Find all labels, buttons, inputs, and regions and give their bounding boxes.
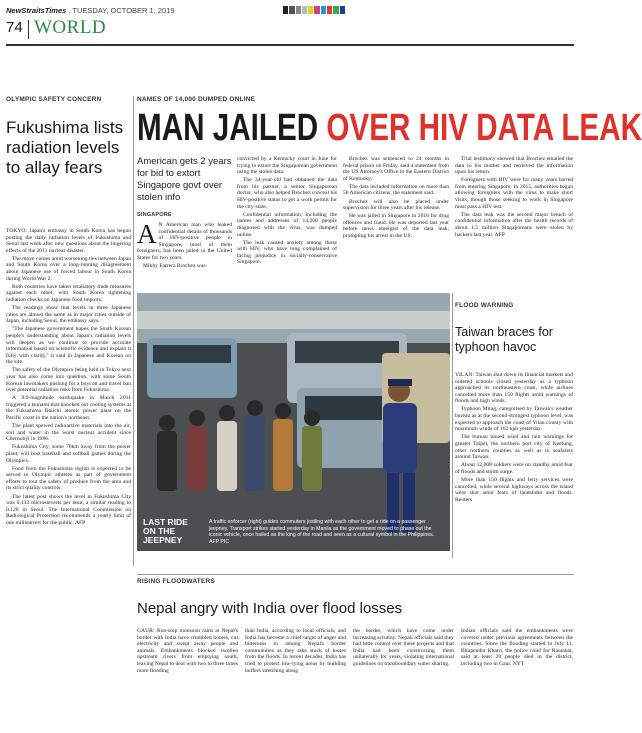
left-body-paragraph: The move comes amid worsening ties between Japan and South Korea over a long-running disagreement about Japanese use of forced labour in South Korea during World War 2. — [6, 255, 131, 282]
right-headline: Taiwan braces for typhoon havoc — [455, 325, 553, 354]
main-headline-red: OVER HIV DATA LEAK — [326, 107, 642, 149]
right-body-paragraph: More than 150 flights and ferry services were cancelled, while several highways across the island were shut amid fears of landslides and floods. Reuters — [455, 476, 573, 503]
masthead-date: . TUESDAY, OCTOBER 1, 2019 — [66, 6, 175, 15]
main-col3-p4: He was jailed in Singapore in 2016 for drug offences and fraud. He was deported last year before news emerged of the data leak, prompting his arrest in the US. — [343, 213, 449, 240]
left-body — [6, 228, 131, 728]
column-divider — [133, 96, 134, 566]
right-divider — [452, 293, 453, 558]
bottom-col2: than India, according to local officials, and India has become a chief target of anger and bitterness in among Nepal's border communities as they take stock of losses from the floods. In recent decades, India has tried to protect low-lying areas by building buffers stretching along — [245, 628, 346, 674]
main-col2-p4: The leak caused anxiety among those with HIV, who have long complained of facing prejudice in socially-conservative Singapore. — [237, 239, 337, 266]
left-body-paragraph: Food from the Fukushima region is expected to be served to Olympic athletes as part of government efforts to tout the safety of produce from the area and its strict quality controls. — [6, 465, 131, 492]
photo-label: LAST RIDE ON THE JEEPNEY — [143, 517, 188, 545]
right-body-paragraph: About 12,000 soldiers were on standby amid fear of floods and storm surge. — [455, 462, 573, 475]
main-col3-p1: Brochez was sentenced to 24 months in federal prison on Friday, said a statement from the US Attorney's Office in the Eastern District of Kentucky. — [343, 156, 449, 182]
main-col4-p1: Trial testimony showed that Brochez emailed the data to his mother and retrieved the information upon his return. — [455, 156, 573, 176]
left-body-paragraph: The safety of the Olympics being held in Tokyo next year has also come into question, with some South Korean lawmakers pushing for a boycott and travel ban over potential radiation risks from Fukushima. — [6, 367, 131, 394]
left-body-paragraph: A 9.0-magnitude earthquake in March 2011 triggered a tsunami that knocked out cooling systems at the Fukushima Daiichi atomic power plant on the Pacific coast in the nation's northeast. — [6, 395, 131, 422]
section-name: WORLD — [34, 17, 107, 38]
right-body-paragraph: YILAN: Taiwan shut down its financial markets and ordered schools closed yesterday as a typhoon approached its northeastern coast, while airlines cancelled more than 150 flights amid warnings of floods and high winds. — [455, 372, 573, 405]
bottom-headline: Nepal angry with India over flood losses — [137, 600, 403, 617]
main-col2-p1: convicted by a Kentucky court in June for trying to extort the Singaporean government using the stolen data. — [237, 156, 337, 176]
masthead-color-bar — [283, 6, 345, 14]
left-body-paragraph: The latest post shows the level in Fukushima City was 0.133 microsieverts per hour, a similar reading to 0.120 in Seoul. The International Commission on Radiological Protection recommends a yearly limit of one millisievert for the public. AFP — [6, 493, 131, 526]
left-body-paragraph: The readings show that levels in three Japanese cities are almost the same as in major cities outside of Japan, including Seoul, the embassy says. — [6, 305, 131, 325]
left-body-paragraph: TOKYO: Japan's embassy in South Korea has begun posting the daily radiation levels of Fukushima and Seoul last week after new questions about the lingering effects of the 2011 nuclear disaster. — [6, 228, 131, 254]
main-dropcap: A — [137, 219, 157, 249]
main-headline-black: MAN JAILED — [137, 107, 327, 149]
masthead-paper: NewStraitsTimes — [6, 6, 67, 15]
page-divider — [28, 20, 29, 39]
main-col3-p2: The data included information on more than 50 American citizens, the statement said. — [343, 183, 449, 197]
right-body-paragraph: Typhoon Mitag, categorised by Taiwan's weather bureau as at the second-strongest typhoon level, was expected to approach the coast of Yilan county with maximum winds of 162 kph yesterday. — [455, 406, 573, 433]
main-kicker: NAMES OF 14,000 DUMPED ONLINE — [137, 96, 256, 103]
main-deck: American gets 2 years for bid to extort Singapore govt over stolen info — [137, 156, 232, 203]
main-col2-p3: Confidential information, including the names and addresses of 14,200 people diagnosed with the virus, was dumped online. — [237, 211, 337, 238]
bottom-kicker: RISING FLOODWATERS — [137, 578, 215, 585]
main-col2-p2: The 34-year-old had obtained the data from his partner, a senior Singaporean doctor, who also helped Brochez conceal his HIV-positive status to get a work permit for the city-state. — [237, 177, 337, 210]
right-kicker: FLOOD WARNING — [455, 302, 514, 309]
main-col4-p2: Foreigners with HIV were for many years barred from entering Singapore. In 2015, authorities began allowing foreigners with the virus to make short visits, though those seeking to work in Singapore must pass a HIV test. — [455, 177, 573, 210]
main-col1-p1: N American man who leaked confidential details of thousands of HIV-positive people in Singapore, most of them foreigners, has been jailed in the United States for two years. — [137, 222, 232, 261]
main-col4-p3: The data leak was the second major breach of confidential information after the health records of about 1.5 million Singaporeans were stolen by hackers last year. AFP — [455, 211, 573, 238]
left-body-paragraph: Fukushima City, some 70km away from the power plant, will host baseball and softball games during the Olympics. — [6, 444, 131, 464]
left-headline: Fukushima lists radiation levels to allay fears — [6, 118, 124, 177]
photo-illustration — [137, 293, 450, 551]
bottom-col3: the border, which have come under increasing scrutiny. Nepali officials said they had little control over these projects and that India had been constructing them unilaterally for years, violating international guidelines on transboundary water sharing. — [353, 628, 454, 667]
photo-caption: A traffic enforcer (right) guides commuters jostling with each other to get a ride on a passenger jeepney. Transport strikes started yesterday in Manila as the government moved to phase out the iconic vehicle, once hailed as the king of the road and seen as a cultural symbol in the Philippines. AFP PIC — [209, 519, 435, 545]
main-col3-p3: Brochez will also be placed under supervision for three years after his release. — [343, 198, 449, 212]
main-col3 — [343, 156, 449, 241]
right-body-paragraph: The bureau issued wind and rain warnings for greater Taipei, the northern port city of Keelung, other northern counties as well as to seafarers around Taiwan. — [455, 434, 573, 461]
left-body-paragraph: Both countries have taken retaliatory trade measures against each other, with South Korea tightening radiation checks on Japanese food imports. — [6, 283, 131, 303]
main-col1-p2: Mikhy Farrera Brochez was — [143, 263, 206, 270]
right-body — [455, 372, 573, 562]
left-kicker: OLYMPIC SAFETY CONCERN — [6, 96, 102, 103]
main-headline — [137, 107, 642, 150]
main-col2 — [237, 156, 337, 268]
page-number: 74 — [6, 19, 23, 36]
bottom-col4: Indian officials said the embankments were covered under previous agreements between the countries. Since the flooding started in July 11, Bhupendra Khatri, the police chief for Rautahat, said at least 20 people died in the district, including two in Gaur. NYT — [461, 628, 573, 667]
left-body-paragraph: "The Japanese government hopes the South Korean people's understanding about Japan's radiation levels will deepen as we continue to provide accurate information based on scientific evidence and explain it fully with clarity," it said in Japanese and Korean on the site. — [6, 326, 131, 366]
main-col4 — [455, 156, 573, 240]
left-body-paragraph: The plant spewed radioactive materials into the air, soil and water in the worst nuclear accident since Chernobyl in 1986. — [6, 423, 131, 443]
jeepney-photo — [137, 293, 450, 551]
section-rule — [6, 44, 574, 46]
bottom-col1: GAUR: Non-stop monsoon rains at Nepal's border with India have crumbled homes, cut electricity and swept away people and animals. Embankments blocked swollen upstream rivers from emptying south, leaving Nepal to deal with two to three times more flooding — [137, 628, 238, 674]
bottom-rule — [137, 574, 574, 575]
main-col1 — [137, 219, 232, 271]
main-dateline: SINGAPORE — [137, 212, 172, 218]
